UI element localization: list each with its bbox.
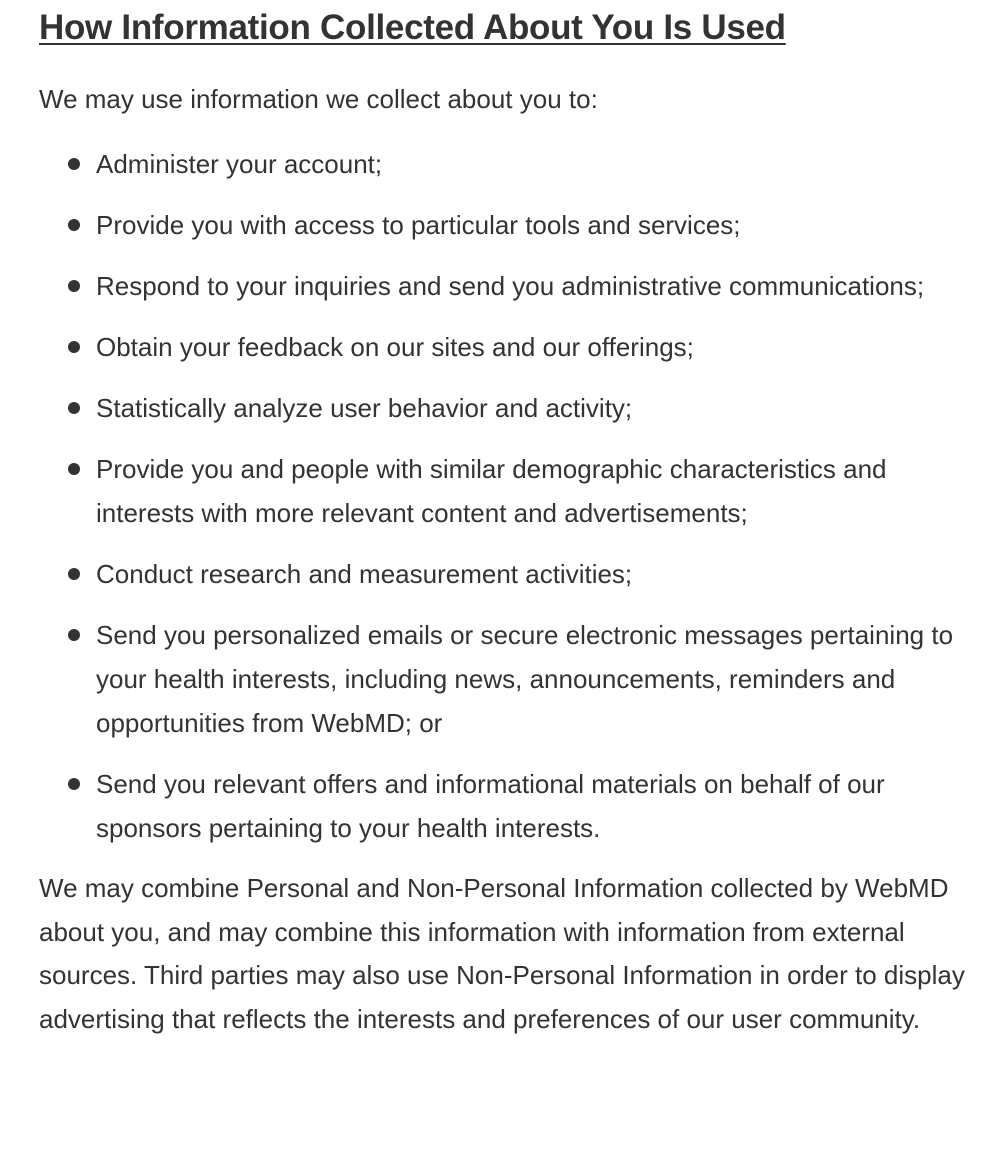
list-item-text: Conduct research and measurement activities; — [96, 559, 633, 589]
bullet-icon — [68, 402, 80, 414]
section-heading: How Information Collected About You Is Used — [39, 8, 786, 47]
bullet-icon — [68, 778, 80, 790]
intro-paragraph: We may use information we collect about you to: — [39, 84, 598, 114]
list-item — [39, 762, 978, 850]
list-item-text: Provide you with access to particular tools and services; — [96, 210, 741, 240]
closing-paragraph: We may combine Personal and Non-Personal Information collected by WebMD about you, and may combine this information with information from external sources. Third parties may also use Non-Personal Information in order to display advertising that reflects the interests and preferences of our user community. — [39, 873, 965, 1034]
list-item — [39, 613, 978, 745]
list-item — [39, 142, 978, 186]
bullet-icon — [68, 463, 80, 475]
bullet-icon — [68, 158, 80, 170]
bullet-icon — [68, 341, 80, 353]
list-item-text: Provide you and people with similar demographic characteristics and interests with more relevant content and advertisements; — [96, 454, 887, 528]
list-item — [39, 264, 978, 308]
bullet-icon — [68, 219, 80, 231]
list-item — [39, 552, 978, 596]
list-item-text: Statistically analyze user behavior and activity; — [96, 393, 633, 423]
list-item-text: Send you personalized emails or secure electronic messages pertaining to your health interests, including news, announcements, reminders and opportunities from WebMD; or — [96, 620, 954, 738]
list-item — [39, 386, 978, 430]
bullet-icon — [68, 568, 80, 580]
list-item-text: Respond to your inquiries and send you administrative communications; — [96, 271, 925, 301]
list-item-text: Administer your account; — [96, 149, 383, 179]
list-item — [39, 203, 978, 247]
list-item — [39, 325, 978, 369]
list-item — [39, 447, 978, 535]
bullet-icon — [68, 629, 80, 641]
list-item-text: Obtain your feedback on our sites and our offerings; — [96, 332, 694, 362]
list-item-text: Send you relevant offers and informational materials on behalf of our sponsors pertaining to your health interests. — [96, 769, 885, 843]
usage-list — [39, 142, 978, 850]
bullet-icon — [68, 280, 80, 292]
